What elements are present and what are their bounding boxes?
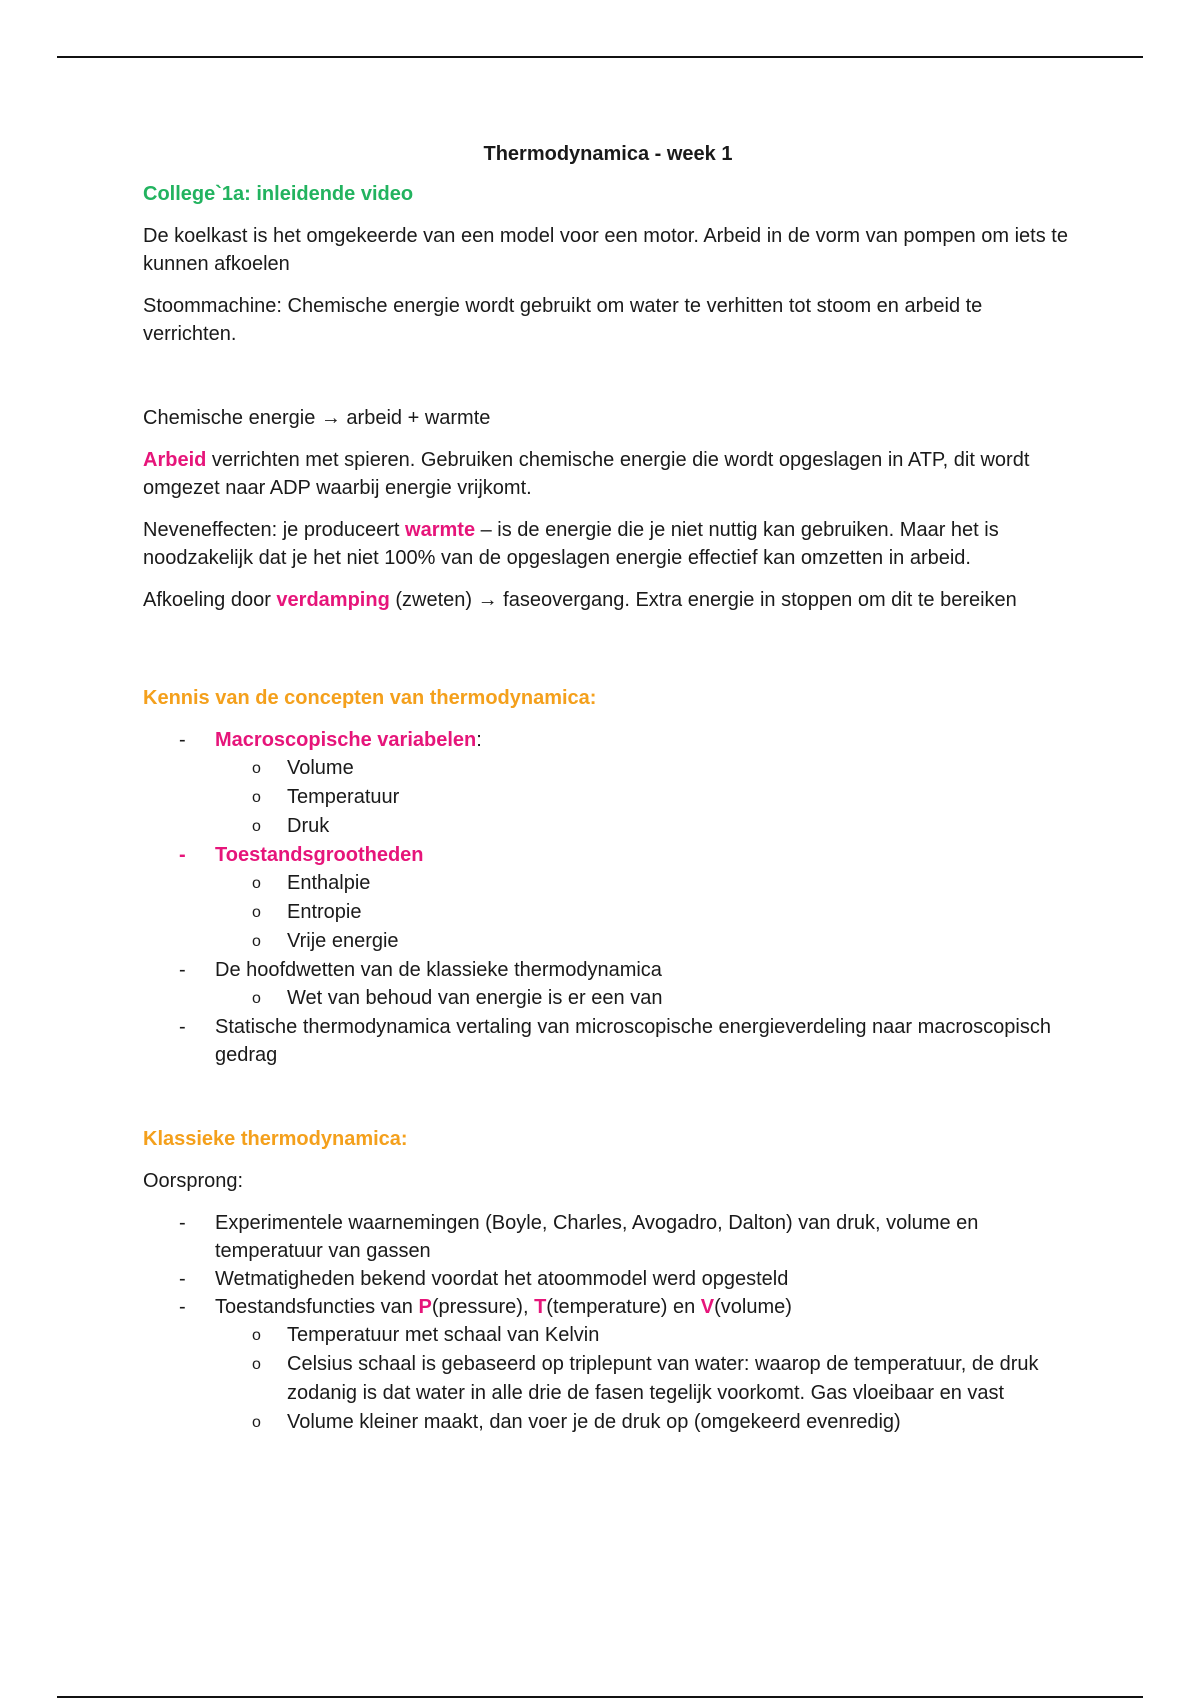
item-text: De hoofdwetten van de klassieke thermodynamica [215,959,662,981]
dash-marker: - [179,1212,186,1234]
section-heading-kennis: Kennis van de concepten van thermodynamica: [143,687,597,709]
term-P: P [418,1296,432,1318]
circle-marker: o [252,990,261,1007]
circle-marker: o [252,904,261,921]
item-text: (volume) [714,1296,792,1318]
sub-item-text: Temperatuur met schaal van Kelvin [287,1324,600,1346]
paragraph-arbeid [143,446,1073,502]
sub-list-item [215,927,1073,956]
circle-marker: o [252,1356,261,1373]
paragraph-neveneffecten-text: – is de energie die je niet nuttig kan gebruiken. Maar het is noodzakelijk dat je het niet 100% van de opgeslagen energie effectief kan omzetten in arbeid. [143,519,999,569]
section-heading-klassieke: Klassieke thermodynamica: [143,1128,408,1150]
dash-marker: - [179,844,186,866]
dash-marker: - [179,1296,186,1318]
colon: : [476,729,482,751]
sub-list-item [215,754,1073,783]
sub-list-item [215,1350,1073,1408]
sub-list-item [215,898,1073,927]
paragraph-stoommachine: Stoommachine: Chemische energie wordt gebruikt om water te verhitten tot stoom en arbeid te verrichten. [143,295,983,345]
origin-list [143,1209,1073,1437]
circle-marker: o [252,789,261,806]
term-macroscopische-variabelen: Macroscopische variabelen [215,729,477,751]
term-T: T [534,1296,547,1318]
circle-marker: o [252,1414,261,1431]
sub-item-text: Volume kleiner maakt, dan voer je de druk op (omgekeerd evenredig) [287,1411,901,1433]
sub-item-text: Vrije energie [287,930,399,952]
list-item [143,1293,1073,1437]
sub-list-item [215,1408,1073,1437]
term-V: V [700,1296,715,1318]
list-item [143,1013,1073,1069]
sub-list-item [215,984,1073,1013]
paragraph-koelkast: De koelkast is het omgekeerde van een model voor een motor. Arbeid in de vorm van pompen om iets te kunnen afkoelen [143,225,1068,275]
paragraph-oorsprong: Oorsprong: [143,1170,244,1192]
dash-marker: - [179,959,186,981]
dash-marker: - [179,1268,186,1290]
term-verdamping: verdamping [276,589,390,611]
paragraph-afkoeling-pre: Afkoeling door [143,589,277,611]
circle-marker: o [252,760,261,777]
paragraph-chemische-energie: Chemische energie → arbeid + warmte [143,407,491,429]
list-item [143,956,1073,1013]
sub-item-text: Temperatuur [287,786,400,808]
paragraph-neveneffecten-pre: Neveneffecten: je produceert [143,519,406,541]
term-warmte: warmte [405,519,476,541]
concepts-list [143,726,1073,1069]
dash-marker: - [179,729,186,751]
sub-list [215,754,1073,841]
item-text: (pressure), [431,1296,535,1318]
bottom-rule [57,1696,1143,1698]
item-text: Toestandsfuncties van [215,1296,419,1318]
term-toestandsgrootheden: Toestandsgrootheden [215,844,424,866]
sub-item-text: Entropie [287,901,362,923]
sub-list-item [215,783,1073,812]
sub-list [215,869,1073,956]
document-body [143,140,1073,1437]
paragraph-arbeid-text: verrichten met spieren. Gebruiken chemische energie die wordt opgeslagen in ATP, dit wordt omgezet naar ADP waarbij energie vrijkomt. [143,449,1030,499]
list-item [143,1209,1073,1265]
item-text: Statische thermodynamica vertaling van microscopische energieverdeling naar macroscopisch gedrag [215,1016,1051,1066]
page-title: Thermodynamica - week 1 [483,143,733,165]
sub-item-text: Wet van behoud van energie is er een van [287,987,663,1009]
sub-list [215,1321,1073,1437]
top-rule [57,56,1143,58]
section-heading-college-1a: College`1a: inleidende video [143,183,414,205]
term-arbeid: Arbeid [143,449,207,471]
sub-list-item [215,869,1073,898]
paragraph-afkoeling-text: (zweten) → faseovergang. Extra energie in stoppen om dit te bereiken [389,589,1017,611]
list-item [143,1265,1073,1293]
sub-list-item [215,1321,1073,1350]
sub-list-item [215,812,1073,841]
paragraph-neveneffecten [143,516,1073,572]
item-text: Experimentele waarnemingen (Boyle, Charles, Avogadro, Dalton) van druk, volume en temperatuur van gassen [215,1212,979,1262]
circle-marker: o [252,818,261,835]
sub-list [215,984,1073,1013]
item-text: (temperature) en [546,1296,701,1318]
sub-item-text: Celsius schaal is gebaseerd op triplepunt van water: waarop de temperatuur, de druk zodanig is dat water in alle drie de fasen tegelijk voorkomt. Gas vloeibaar en vast [287,1353,1039,1404]
sub-item-text: Enthalpie [287,872,371,894]
paragraph-afkoeling [143,586,1073,614]
list-item [143,841,1073,956]
circle-marker: o [252,1327,261,1344]
sub-item-text: Druk [287,815,330,837]
dash-marker: - [179,1016,186,1038]
circle-marker: o [252,875,261,892]
circle-marker: o [252,933,261,950]
sub-item-text: Volume [287,757,354,779]
item-text: Wetmatigheden bekend voordat het atoommodel werd opgesteld [215,1268,789,1290]
list-item [143,726,1073,841]
